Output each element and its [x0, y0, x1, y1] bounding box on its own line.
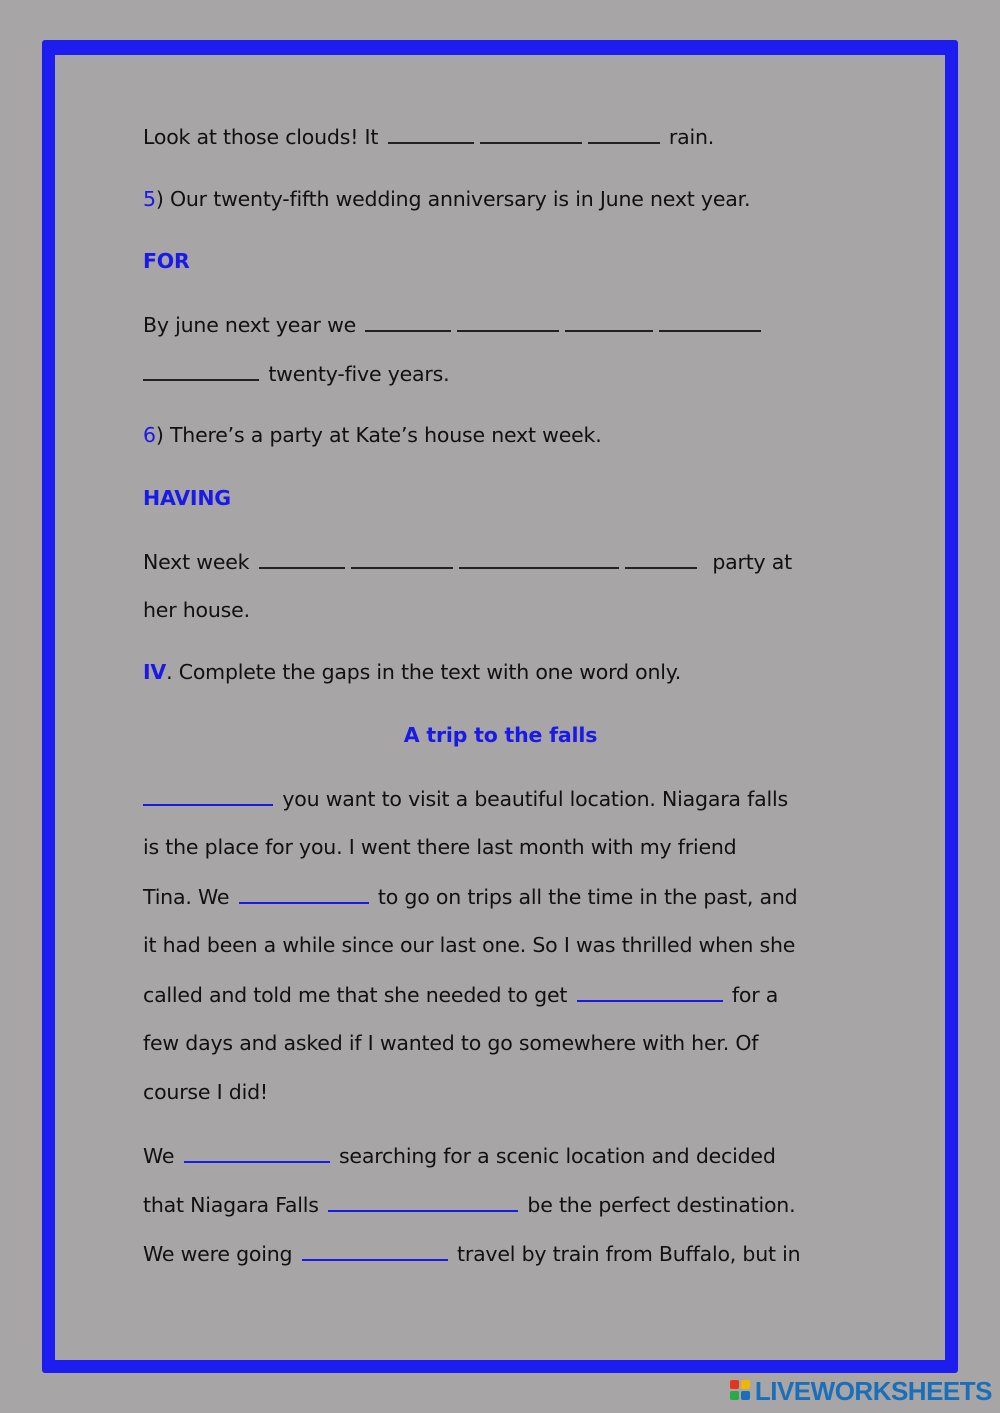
question-5-answer-line-1 [143, 310, 764, 339]
question-number: 5 [143, 187, 156, 211]
gap-blank[interactable] [565, 310, 653, 332]
text: to go on trips all the time in the past, and [377, 885, 798, 909]
text-line [143, 1141, 776, 1170]
gap-blank[interactable] [259, 547, 345, 569]
gap-input[interactable] [577, 980, 723, 1002]
gap-blank[interactable] [351, 547, 453, 569]
text-line: course I did! [143, 1080, 268, 1104]
gap-input[interactable] [143, 784, 273, 806]
logo-text: LIVEWORKSHEETS [754, 1375, 992, 1406]
question-5-answer-line-2 [143, 359, 449, 388]
text: that Niagara Falls [143, 1193, 319, 1217]
text-line [143, 1190, 795, 1219]
gap-input[interactable] [239, 882, 369, 904]
text-line [143, 784, 788, 813]
text: We were going [143, 1242, 293, 1266]
text: By june next year we [143, 313, 357, 337]
text: for a [731, 983, 779, 1007]
text-line: is the place for you. I went there last month with my friend [143, 835, 737, 859]
text: you want to visit a beautiful location. Niagara falls [282, 787, 788, 811]
question-text: ) Our twenty-fifth wedding anniversary is in June next year. [155, 187, 751, 211]
gap-blank[interactable] [457, 310, 559, 332]
logo-icon [730, 1380, 752, 1402]
liveworksheets-logo[interactable] [730, 1377, 992, 1405]
text: searching for a scenic location and decided [338, 1144, 776, 1168]
text-line [143, 1239, 800, 1268]
key-word-for: FOR [143, 249, 190, 273]
text-title: A trip to the falls [403, 723, 598, 747]
question-6-answer-line-2: her house. [143, 598, 250, 622]
key-word-having: HAVING [143, 486, 231, 510]
question-text: ) There’s a party at Kate’s house next week. [155, 423, 602, 447]
text-line: few days and asked if I wanted to go somewhere with her. Of [143, 1031, 759, 1055]
question-4-answer-line [143, 122, 714, 151]
text: Look at those clouds! It [143, 125, 379, 149]
text: called and told me that she needed to get [143, 983, 568, 1007]
gap-blank[interactable] [659, 310, 761, 332]
text-line: it had been a while since our last one. So I was thrilled when she [143, 933, 796, 957]
gap-input[interactable] [328, 1190, 518, 1212]
gap-blank[interactable] [588, 122, 660, 144]
question-5 [143, 185, 750, 213]
text: twenty-five years. [268, 362, 450, 386]
text: party at [712, 550, 793, 574]
gap-blank[interactable] [143, 359, 259, 381]
section-iv-instruction [143, 658, 681, 686]
gap-blank[interactable] [625, 547, 697, 569]
gap-blank[interactable] [459, 547, 619, 569]
gap-input[interactable] [302, 1239, 448, 1261]
text-line [143, 882, 797, 911]
question-6 [143, 421, 602, 449]
question-number: 6 [143, 423, 156, 447]
text: travel by train from Buffalo, but in [457, 1242, 801, 1266]
gap-blank[interactable] [480, 122, 582, 144]
question-6-answer-line-1 [143, 547, 792, 576]
gap-blank[interactable] [365, 310, 451, 332]
text: Next week [143, 550, 250, 574]
text: We [143, 1144, 175, 1168]
instruction-text: . Complete the gaps in the text with one word only. [166, 660, 682, 684]
gap-blank[interactable] [388, 122, 474, 144]
text: be the perfect destination. [527, 1193, 796, 1217]
section-number: IV [143, 660, 167, 684]
text: Tina. We [143, 885, 230, 909]
gap-input[interactable] [184, 1141, 330, 1163]
text: rain. [668, 125, 715, 149]
text-line [143, 980, 778, 1009]
